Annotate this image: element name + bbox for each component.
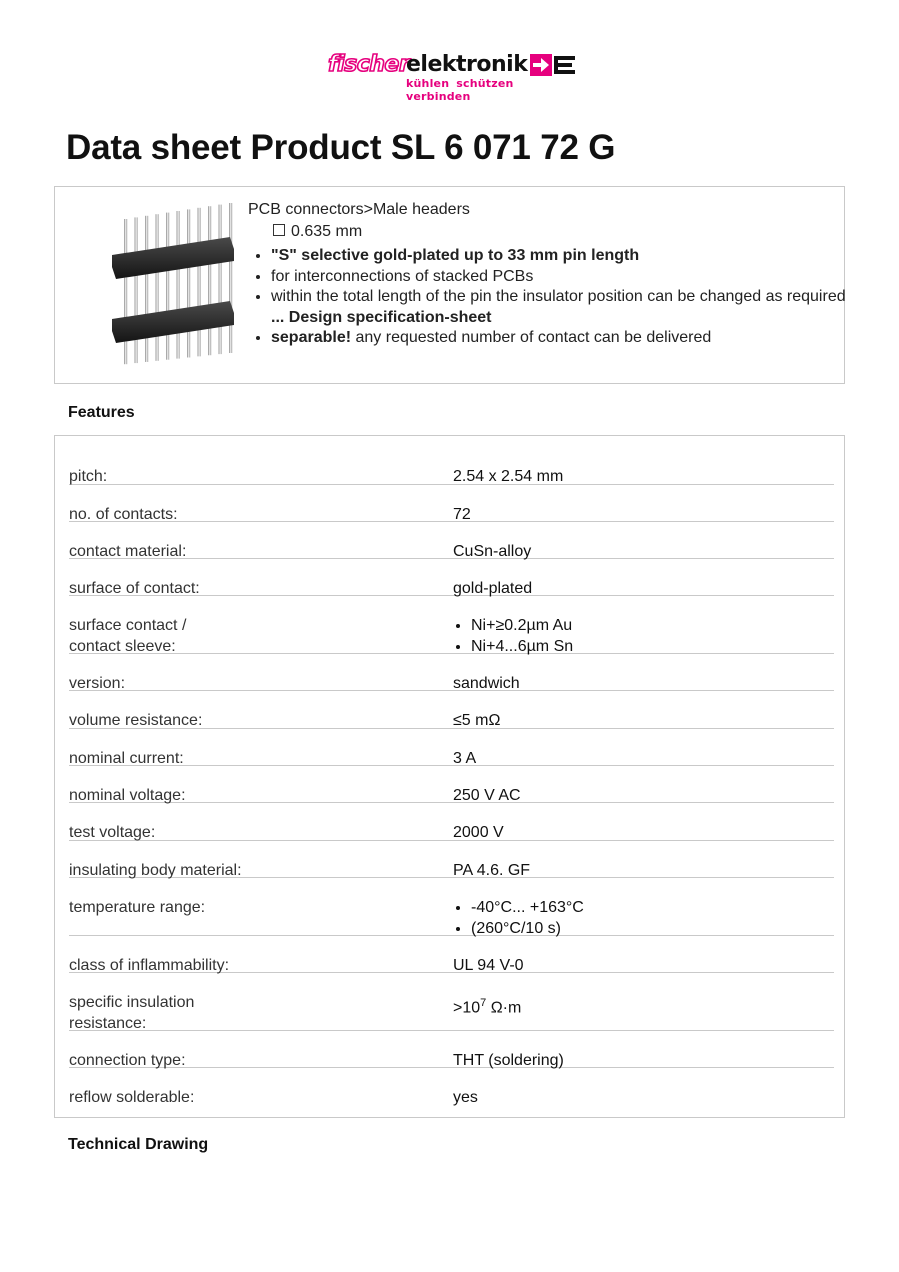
brand-tagline: kühlen schützen verbinden (406, 77, 514, 103)
feature-label: temperature range: (69, 899, 206, 916)
feature-value-item: • Ni+4...6µm Sn (471, 637, 823, 658)
feature-label: version: (69, 675, 126, 692)
pitch-spec (273, 223, 362, 241)
feature-value: gold-plated (453, 580, 533, 597)
product-bullet: • within the total length of the pin the insulator position can be changed as required ... Design specification-sheet (271, 287, 851, 328)
table-row (69, 936, 834, 973)
feature-value: sandwich (453, 675, 520, 692)
features-heading: Features (68, 404, 135, 421)
product-category-breadcrumb: PCB connectors>Male headers (248, 201, 470, 218)
table-row (69, 729, 834, 766)
feature-label: insulating body material: (69, 862, 242, 879)
table-row (69, 766, 834, 803)
product-summary-box (54, 186, 845, 384)
table-row (69, 691, 834, 729)
feature-label: test voltage: (69, 824, 156, 841)
table-row (69, 485, 834, 522)
table-row (69, 447, 834, 485)
features-table (54, 435, 845, 1118)
table-row (69, 973, 834, 1031)
feature-label: nominal voltage: (69, 787, 186, 804)
feature-label: no. of contacts: (69, 506, 178, 523)
brand-name-elektronik: elektronik (406, 52, 528, 77)
feature-label: nominal current: (69, 750, 184, 767)
feature-value: THT (soldering) (453, 1052, 564, 1069)
product-bullet: • separable! any requested number of contact can be delivered (271, 328, 851, 349)
feature-value-item: • Ni+≥0.2µm Au (471, 616, 823, 637)
feature-value: $>10^7$ Ω·m (453, 997, 522, 1017)
table-row (69, 522, 834, 559)
feature-label: class of inflammability: (69, 957, 230, 974)
feature-label: surface contact / contact sleeve: (69, 617, 187, 655)
table-row (69, 559, 834, 596)
product-feature-list (248, 246, 851, 349)
feature-value: 2000 V (453, 824, 504, 841)
feature-label: reflow solderable: (69, 1089, 195, 1106)
pitch-value: 0.635 mm (291, 223, 363, 240)
feature-label: surface of contact: (69, 580, 200, 597)
feature-value: 72 (453, 506, 471, 523)
product-bullet: • for interconnections of stacked PCBs (271, 267, 851, 288)
feature-value: yes (453, 1089, 478, 1106)
table-row (69, 878, 834, 936)
feature-value: CuSn-alloy (453, 543, 532, 560)
design-spec-link[interactable]: ... Design specification-sheet (271, 308, 492, 326)
brand-logo (326, 50, 576, 103)
feature-label: volume resistance: (69, 712, 203, 729)
brand-name-fischer: fischer (328, 52, 410, 77)
feature-value (453, 898, 823, 939)
table-row (69, 654, 834, 691)
table-row (69, 803, 834, 841)
product-bullet: • "S" selective gold-plated up to 33 mm pin length (271, 246, 851, 267)
feature-value (453, 616, 823, 657)
feature-value-item: • -40°C... +163°C (471, 898, 823, 919)
feature-value: 2.54 x 2.54 mm (453, 468, 564, 485)
feature-label: connection type: (69, 1052, 186, 1069)
feature-label: pitch: (69, 468, 108, 485)
table-row (69, 596, 834, 654)
technical-drawing-heading: Technical Drawing (68, 1136, 209, 1153)
table-row (69, 1031, 834, 1068)
feature-value: UL 94 V-0 (453, 957, 524, 974)
brand-mark-icon (530, 54, 576, 76)
feature-label: specific insulation resistance: (69, 994, 195, 1032)
square-icon (273, 224, 285, 236)
feature-value: PA 4.6. GF (453, 862, 531, 879)
feature-value: ≤5 mΩ (453, 712, 501, 729)
page-title: Data sheet Product SL 6 071 72 G (66, 128, 616, 167)
feature-value: 250 V AC (453, 787, 521, 804)
feature-value-item: • (260°C/10 s) (471, 919, 823, 940)
male-header-connector-photo (110, 197, 240, 367)
feature-value: 3 A (453, 750, 477, 767)
table-row (69, 841, 834, 878)
feature-label: contact material: (69, 543, 187, 560)
table-row (69, 1068, 834, 1106)
